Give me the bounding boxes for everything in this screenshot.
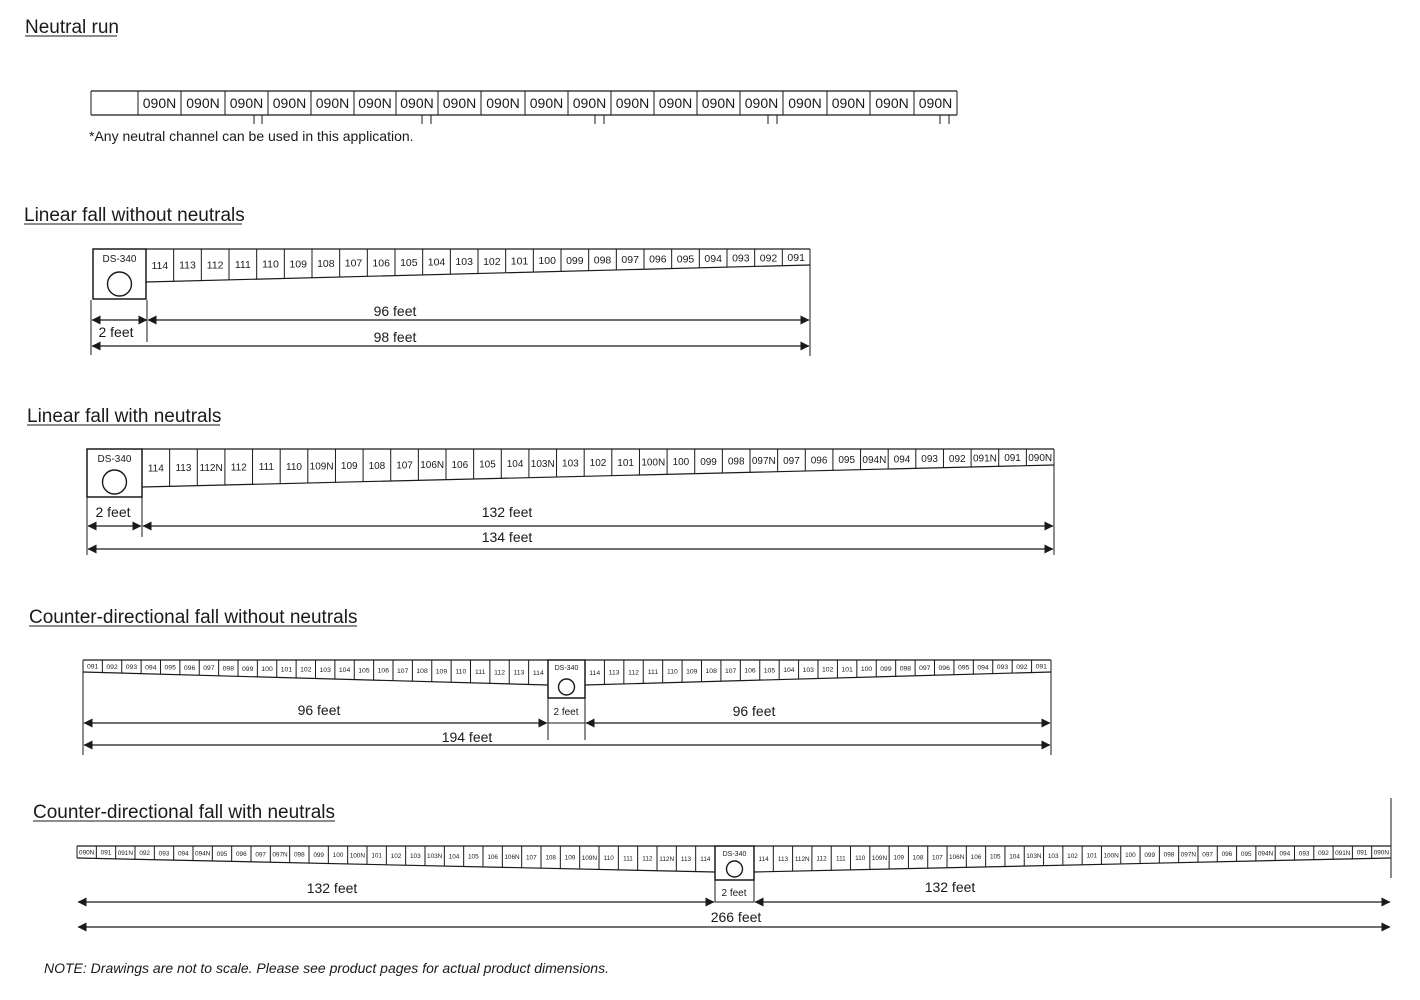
channel-label: 090N xyxy=(875,95,909,111)
channel-label: 092 xyxy=(759,252,778,265)
channel-label: 103N xyxy=(1026,853,1042,861)
channel-label: 108 xyxy=(368,460,386,472)
counter-neutrals-title: Counter-directional fall with neutrals xyxy=(33,802,336,823)
channel-label: 106 xyxy=(451,459,469,471)
channel-label: 110 xyxy=(286,461,302,473)
channel-label: 113 xyxy=(777,855,789,863)
channel-label: 094 xyxy=(977,664,989,672)
channel-label: 096 xyxy=(183,664,196,672)
channel-label: 114 xyxy=(147,463,164,475)
channel-label: 108 xyxy=(705,668,717,676)
channel-label: 105 xyxy=(763,667,776,675)
channel-label: 091 xyxy=(100,849,112,857)
channel-label: 100 xyxy=(860,666,873,674)
channel-label: 111 xyxy=(647,669,659,677)
channel-label: 109 xyxy=(289,258,307,271)
channel-label: 107 xyxy=(525,854,537,862)
catch-basin-label: DS-340 xyxy=(102,254,137,265)
channel-label: 101 xyxy=(617,457,634,469)
dim-drain-label: 2 feet xyxy=(95,504,131,520)
neutral-run-title: Neutral run xyxy=(25,17,119,38)
channel-label: 090N xyxy=(918,95,953,111)
channel-label: 091N xyxy=(1335,849,1351,857)
dim-total-label: 266 feet xyxy=(710,909,762,925)
channel-label: 098 xyxy=(899,665,912,673)
channel-label: 105 xyxy=(467,853,479,861)
channel-label: 097 xyxy=(919,665,931,673)
channel-label: 114 xyxy=(589,669,601,677)
channel-label: 101 xyxy=(371,852,383,860)
channel-label: 096 xyxy=(1221,851,1233,859)
channel-label: 099 xyxy=(566,254,584,267)
channel-label: 110 xyxy=(262,258,279,271)
channel-label: 090N xyxy=(1028,452,1053,464)
channel-label: 109 xyxy=(893,854,905,862)
channel-label: 104 xyxy=(338,667,351,675)
channel-label: 106N xyxy=(420,460,445,472)
neutral-run-note: *Any neutral channel can be used in this application. xyxy=(89,128,414,144)
channel-label: 102 xyxy=(822,666,834,674)
channel-label: 111 xyxy=(234,259,251,272)
channel-label: 095 xyxy=(1240,850,1252,858)
channel-label: 100 xyxy=(261,666,273,674)
channel-label: 097N xyxy=(272,851,288,859)
channel-label: 101 xyxy=(510,255,529,268)
channel-label: 109 xyxy=(564,854,576,862)
channel-label: 113 xyxy=(179,259,196,272)
channel-label: 104 xyxy=(427,256,446,269)
catch-basin-label: DS-340 xyxy=(722,851,747,858)
channel-label: 100N xyxy=(641,457,666,469)
channel-label: 103N xyxy=(427,853,443,861)
channel-label: 106 xyxy=(970,853,982,861)
channel-label: 093 xyxy=(1298,850,1310,858)
channel-label: 097 xyxy=(1202,851,1213,859)
channel-label: 099 xyxy=(880,665,892,673)
channel-label: 107 xyxy=(344,257,363,270)
channel-label: 096 xyxy=(235,851,247,859)
channel-label: 112 xyxy=(628,669,639,677)
channel-label: 104 xyxy=(448,853,460,861)
channel-label: 108 xyxy=(912,854,924,862)
catch-basin-grate-icon xyxy=(559,679,575,695)
channel-label: 112 xyxy=(816,855,827,863)
dim-drain-label: 2 feet xyxy=(721,888,747,899)
dim-run-label: 96 feet xyxy=(373,303,417,319)
channel-label: 097 xyxy=(621,254,639,267)
catch-basin-grate-icon xyxy=(727,861,743,877)
channel-label: 095 xyxy=(957,664,970,672)
channel-label: 114 xyxy=(758,856,769,864)
channel-label: 097N xyxy=(751,456,776,468)
channel-label: 106N xyxy=(504,854,520,862)
catch-basin-label: DS-340 xyxy=(554,665,579,672)
channel-label: 093 xyxy=(125,664,138,672)
channel-label: 101 xyxy=(1086,852,1098,860)
channel-label: 106 xyxy=(744,667,756,675)
channel-label: 110 xyxy=(455,668,467,676)
channel-label: 100 xyxy=(538,255,556,268)
channel-label: 107 xyxy=(932,854,943,862)
channel-label: 113 xyxy=(680,855,692,863)
channel-label: 102 xyxy=(483,255,501,268)
channel-label: 105 xyxy=(989,853,1001,861)
channel-label: 092 xyxy=(1016,663,1028,671)
channel-label: 106 xyxy=(377,667,389,675)
channel-label: 114 xyxy=(532,669,544,677)
channel-label: 112 xyxy=(230,462,247,474)
channel-label: 103 xyxy=(1047,853,1059,861)
channel-label: 097N xyxy=(1180,851,1196,859)
channel-label: 096 xyxy=(810,455,828,467)
channel-label: 090N xyxy=(229,95,264,111)
channel-label: 098 xyxy=(727,456,745,468)
channel-label: 091 xyxy=(1356,849,1368,857)
channel-label: 112 xyxy=(206,259,224,272)
footer-note: NOTE: Drawings are not to scale. Please see product pages for actual product dimensions. xyxy=(44,960,609,976)
channel-label: 114 xyxy=(700,856,711,864)
channel-label: 100N xyxy=(1103,852,1119,860)
channel-label: 109 xyxy=(340,461,358,473)
channel-label: 102 xyxy=(589,458,607,470)
channel-label: 090N xyxy=(831,95,866,111)
channel-label: 112N xyxy=(659,855,675,863)
channel-label: 100 xyxy=(1125,852,1136,860)
channel-label: 103N xyxy=(530,458,555,470)
channel-label: 090N xyxy=(142,95,177,111)
channel-label: 092 xyxy=(139,850,151,858)
channel-label: 094N xyxy=(1257,850,1274,858)
dim-right-label: 132 feet xyxy=(924,879,976,895)
channel-label: 090N xyxy=(79,849,95,857)
channel-label: 104 xyxy=(506,459,524,471)
channel-label: 111 xyxy=(836,855,846,863)
channel-label: 106N xyxy=(949,854,965,862)
channel-label: 102 xyxy=(390,852,402,860)
channel-label: 101 xyxy=(841,666,853,674)
dim-drain-label: 2 feet xyxy=(553,707,579,718)
channel-label: 103 xyxy=(802,666,814,674)
channel-label: 103 xyxy=(455,256,473,269)
channel-label: 102 xyxy=(1067,852,1078,860)
dim-total-label: 98 feet xyxy=(373,329,417,345)
channel-label: 102 xyxy=(300,666,312,674)
channel-label: 094 xyxy=(1279,850,1291,858)
channel-label: 091N xyxy=(117,849,133,857)
channel-label: 101 xyxy=(280,666,293,674)
channel-label: 093 xyxy=(921,454,938,466)
channel-label: 091 xyxy=(787,251,805,264)
channel-label: 107 xyxy=(724,667,737,675)
channel-label: 099 xyxy=(313,851,325,859)
channel-label: 105 xyxy=(358,667,370,675)
counter-no-neutrals-title: Counter-directional fall without neutrals xyxy=(29,607,358,628)
channel-label: 096 xyxy=(649,253,667,266)
channel-label: 090N xyxy=(572,95,607,111)
channel-label: 090N xyxy=(701,95,736,111)
channel-label: 094N xyxy=(862,454,887,466)
dim-right-label: 96 feet xyxy=(732,703,776,719)
channel-label: 094 xyxy=(145,664,157,672)
channel-label: 113 xyxy=(175,463,192,475)
channel-label: 095 xyxy=(164,664,176,672)
channel-label: 090N xyxy=(272,95,307,111)
channel-label: 107 xyxy=(396,460,413,472)
channel-label: 093 xyxy=(158,850,170,858)
channel-label: 095 xyxy=(838,455,856,467)
channel-label: 113 xyxy=(513,669,525,677)
linear-no-neutrals-title: Linear fall without neutrals xyxy=(24,205,245,226)
channel-label: 109 xyxy=(435,668,448,676)
channel-label: 109N xyxy=(871,854,888,862)
channel-label: 090N xyxy=(186,95,220,111)
channel-label: 099 xyxy=(1144,851,1156,859)
channel-label: 094 xyxy=(177,850,189,858)
channel-label: 093 xyxy=(732,252,750,265)
channel-label: 107 xyxy=(397,667,409,675)
channel-label: 110 xyxy=(666,668,678,676)
channel-label: 100 xyxy=(332,852,344,860)
channel-label: 094 xyxy=(893,454,911,466)
channel-label: 112 xyxy=(494,669,505,677)
channel-label: 097 xyxy=(203,665,215,673)
channel-label: 109N xyxy=(309,461,334,473)
channel-label: 110 xyxy=(855,855,866,863)
catch-basin-label: DS-340 xyxy=(97,454,132,465)
channel-label: 103 xyxy=(562,458,579,470)
channel-label: 105 xyxy=(400,256,418,269)
channel-label: 098 xyxy=(1163,851,1175,859)
channel-label: 106 xyxy=(372,257,390,270)
channel-label: 090N xyxy=(400,95,434,111)
channel-label: 109N xyxy=(581,854,597,862)
channel-label: 092 xyxy=(1318,850,1329,858)
channel-label: 097 xyxy=(783,455,800,467)
channel-label: 103 xyxy=(319,666,331,674)
channel-label: 090N xyxy=(1373,849,1389,857)
channel-label: 090N xyxy=(315,95,350,111)
channel-label: 090N xyxy=(615,95,650,111)
catch-basin-grate-icon xyxy=(103,470,127,494)
channel-label: 090N xyxy=(658,95,693,111)
channel-label: 098 xyxy=(593,254,612,267)
channel-label: 092 xyxy=(948,453,966,465)
channel-label: 100N xyxy=(349,852,365,860)
channel-label: 090N xyxy=(442,95,477,111)
channel-label: 114 xyxy=(151,260,169,273)
channel-label: 108 xyxy=(545,854,557,862)
channel-label: 099 xyxy=(242,665,254,673)
channel-label: 113 xyxy=(608,669,620,677)
channel-label: 099 xyxy=(700,456,717,468)
channel-label: 098 xyxy=(293,851,305,859)
channel-label: 111 xyxy=(623,855,633,863)
dim-left-label: 132 feet xyxy=(306,880,358,896)
channel-label: 111 xyxy=(258,462,274,474)
channel-label: 095 xyxy=(216,850,228,858)
channel-label: 090N xyxy=(744,95,779,111)
channel-label: 090N xyxy=(529,95,564,111)
channel-label: 109 xyxy=(686,668,698,676)
channel-label: 104 xyxy=(1009,853,1020,861)
channel-label: 112N xyxy=(794,855,810,863)
catch-basin-grate-icon xyxy=(108,272,132,296)
channel-label: 104 xyxy=(783,667,795,675)
channel-label: 091N xyxy=(972,453,997,465)
channel-label: 094N xyxy=(195,850,211,858)
channel-label: 097 xyxy=(255,851,267,859)
channel-label: 096 xyxy=(938,664,950,672)
channel-label: 108 xyxy=(317,257,335,270)
channel-label: 110 xyxy=(603,855,614,863)
dim-drain-label: 2 feet xyxy=(98,324,134,340)
channel-label: 095 xyxy=(676,253,695,266)
channel-label: 098 xyxy=(222,665,234,673)
linear-neutrals-title: Linear fall with neutrals xyxy=(27,406,222,427)
channel-label: 094 xyxy=(704,253,722,266)
channel-label: 091 xyxy=(1035,663,1047,671)
channel-label: 090N xyxy=(358,95,392,111)
channel-label: 091 xyxy=(87,663,99,671)
channel-label: 111 xyxy=(475,669,486,677)
channel-label: 093 xyxy=(996,664,1009,672)
channel-label: 091 xyxy=(1004,453,1021,465)
channel-label: 090N xyxy=(788,95,822,111)
dim-run-label: 132 feet xyxy=(481,504,533,520)
channel-label: 112 xyxy=(642,855,653,863)
channel-label: 105 xyxy=(479,459,496,471)
dim-total-label: 134 feet xyxy=(481,529,533,545)
dim-total-label: 194 feet xyxy=(441,729,493,745)
dim-left-label: 96 feet xyxy=(297,702,341,718)
channel-label: 106 xyxy=(487,853,499,861)
channel-label: 100 xyxy=(672,457,690,469)
channel-label: 090N xyxy=(486,95,520,111)
channel-label: 103 xyxy=(409,853,421,861)
channel-label: 108 xyxy=(416,668,428,676)
channel-label: 092 xyxy=(106,663,118,671)
channel-label: 112N xyxy=(199,462,223,474)
